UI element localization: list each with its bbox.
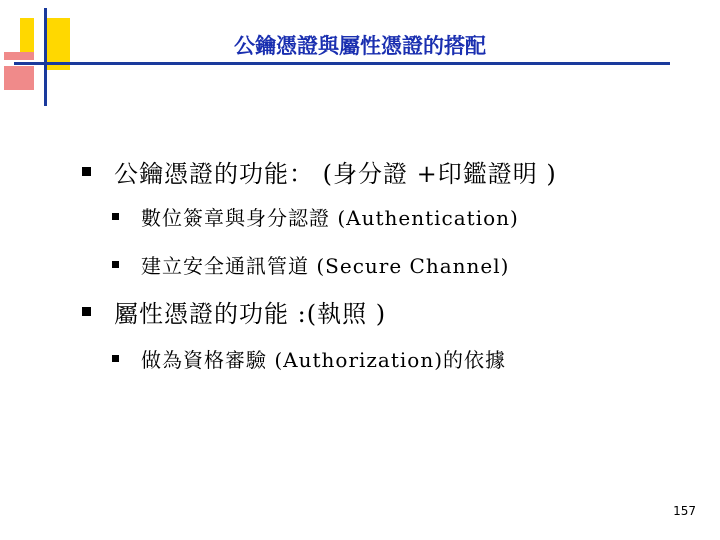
- sub-bullet-item: [112, 344, 506, 373]
- sub-bullet-text: 做為資格審驗 (Authorization)的依據: [141, 348, 507, 372]
- sub-bullet-item: [112, 250, 509, 279]
- bullet-square-icon: [82, 307, 91, 316]
- bullet-square-icon: [82, 167, 91, 176]
- bullet-square-icon: [112, 213, 119, 220]
- bullet-square-icon: [112, 261, 119, 268]
- bullet-text: 公鑰憑證的功能： (身分證 +印鑑證明 ): [114, 160, 557, 188]
- sub-bullet-text: 建立安全通訊管道 (Secure Channel): [141, 254, 510, 278]
- title-underline: [14, 62, 670, 65]
- bullet-text: 屬性憑證的功能 :(執照 ): [114, 300, 387, 328]
- page-number: 157: [673, 504, 696, 518]
- sub-bullet-item: [112, 202, 519, 231]
- slide-title: 公鑰憑證與屬性憑證的搭配: [234, 34, 486, 58]
- sub-bullet-text: 數位簽章與身分認證 (Authentication): [141, 206, 519, 230]
- bullet-square-icon: [112, 355, 119, 362]
- bullet-item: [82, 294, 386, 329]
- bullet-item: [82, 154, 557, 189]
